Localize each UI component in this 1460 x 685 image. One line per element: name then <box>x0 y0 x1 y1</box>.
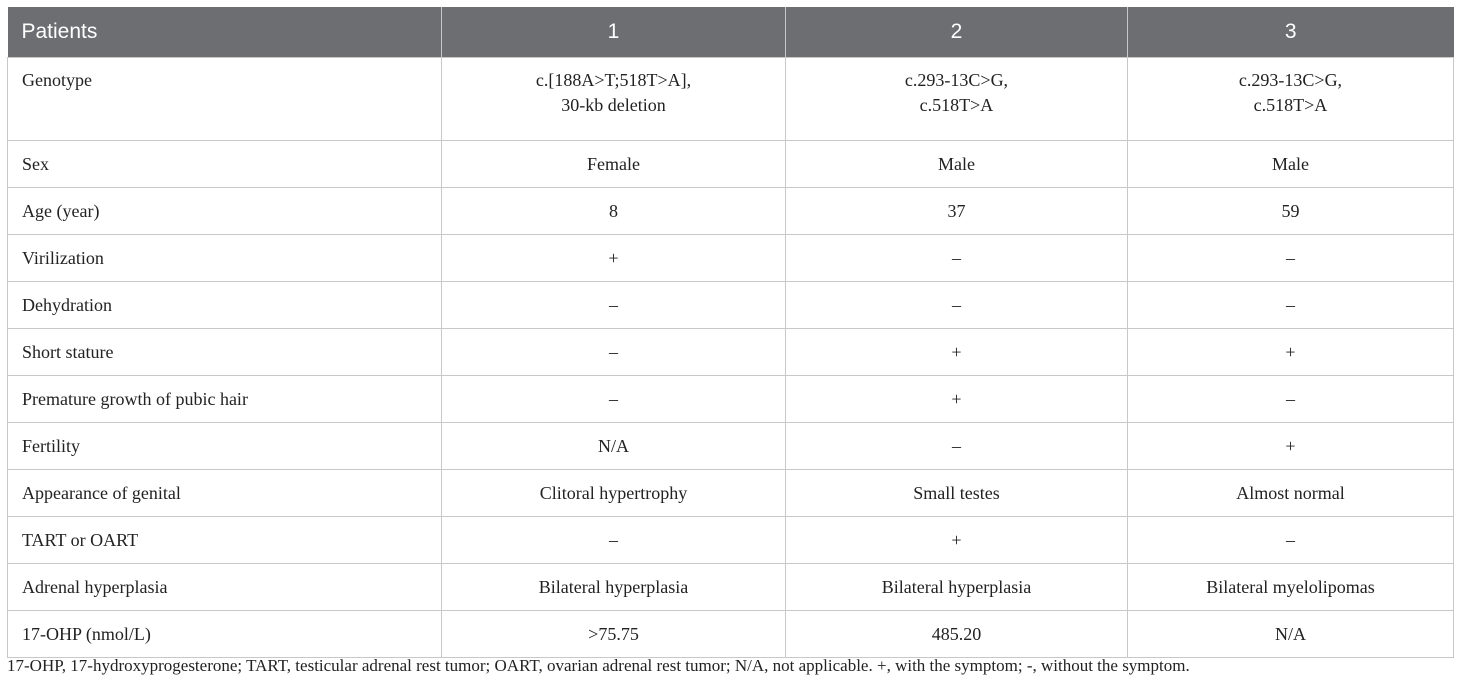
table-body <box>8 58 1454 658</box>
cell-patient-3: + <box>1128 423 1454 470</box>
row-label: TART or OART <box>8 517 442 564</box>
row-label: Genotype <box>8 58 442 141</box>
header-patients: Patients <box>8 7 442 58</box>
table-row <box>8 329 1454 376</box>
row-label: Dehydration <box>8 282 442 329</box>
table-row <box>8 611 1454 658</box>
cell-patient-2: – <box>786 235 1128 282</box>
table-row <box>8 423 1454 470</box>
cell-patient-1: Female <box>442 141 786 188</box>
table-row <box>8 58 1454 141</box>
cell-patient-2: Male <box>786 141 1128 188</box>
cell-patient-2: – <box>786 282 1128 329</box>
table-row <box>8 376 1454 423</box>
cell-patient-3: c.293-13C>G, c.518T>A <box>1128 58 1454 141</box>
cell-patient-3: – <box>1128 517 1454 564</box>
cell-patient-3: + <box>1128 329 1454 376</box>
cell-patient-1: Clitoral hypertrophy <box>442 470 786 517</box>
table-row <box>8 188 1454 235</box>
cell-patient-1: + <box>442 235 786 282</box>
table-row <box>8 141 1454 188</box>
patients-table <box>7 7 1454 658</box>
cell-patient-2: c.293-13C>G, c.518T>A <box>786 58 1128 141</box>
cell-patient-2: – <box>786 423 1128 470</box>
table-row <box>8 470 1454 517</box>
cell-patient-3: N/A <box>1128 611 1454 658</box>
cell-patient-3: 59 <box>1128 188 1454 235</box>
table-footnote: 17-OHP, 17-hydroxyprogesterone; TART, testicular adrenal rest tumor; OART, ovarian adrenal rest tumor; N/A, not applicable. +, with the symptom; -, without the symptom. <box>7 656 1190 675</box>
cell-patient-1: c.[188A>T;518T>A], 30-kb deletion <box>442 58 786 141</box>
cell-patient-3: – <box>1128 376 1454 423</box>
cell-patient-3: Almost normal <box>1128 470 1454 517</box>
cell-patient-1: – <box>442 376 786 423</box>
row-label: Short stature <box>8 329 442 376</box>
cell-patient-3: – <box>1128 282 1454 329</box>
row-label: Premature growth of pubic hair <box>8 376 442 423</box>
table-row <box>8 282 1454 329</box>
header-patient-2: 2 <box>786 7 1128 58</box>
cell-patient-2: + <box>786 329 1128 376</box>
row-label: Appearance of genital <box>8 470 442 517</box>
row-label: Fertility <box>8 423 442 470</box>
cell-patient-2: 485.20 <box>786 611 1128 658</box>
cell-patient-1: – <box>442 282 786 329</box>
cell-patient-2: 37 <box>786 188 1128 235</box>
row-label: 17-OHP (nmol/L) <box>8 611 442 658</box>
cell-patient-2: + <box>786 517 1128 564</box>
table-row <box>8 235 1454 282</box>
table-header <box>8 7 1454 58</box>
row-label: Age (year) <box>8 188 442 235</box>
cell-patient-3: Bilateral myelolipomas <box>1128 564 1454 611</box>
table-row <box>8 517 1454 564</box>
row-label: Adrenal hyperplasia <box>8 564 442 611</box>
cell-patient-1: Bilateral hyperplasia <box>442 564 786 611</box>
table-row <box>8 564 1454 611</box>
cell-patient-1: 8 <box>442 188 786 235</box>
cell-patient-1: >75.75 <box>442 611 786 658</box>
cell-patient-1: – <box>442 329 786 376</box>
cell-patient-3: Male <box>1128 141 1454 188</box>
header-patient-3: 3 <box>1128 7 1454 58</box>
row-label: Virilization <box>8 235 442 282</box>
cell-patient-2: + <box>786 376 1128 423</box>
cell-patient-2: Bilateral hyperplasia <box>786 564 1128 611</box>
cell-patient-1: N/A <box>442 423 786 470</box>
header-patient-1: 1 <box>442 7 786 58</box>
cell-patient-3: – <box>1128 235 1454 282</box>
cell-patient-2: Small testes <box>786 470 1128 517</box>
row-label: Sex <box>8 141 442 188</box>
cell-patient-1: – <box>442 517 786 564</box>
header-row <box>8 7 1454 58</box>
